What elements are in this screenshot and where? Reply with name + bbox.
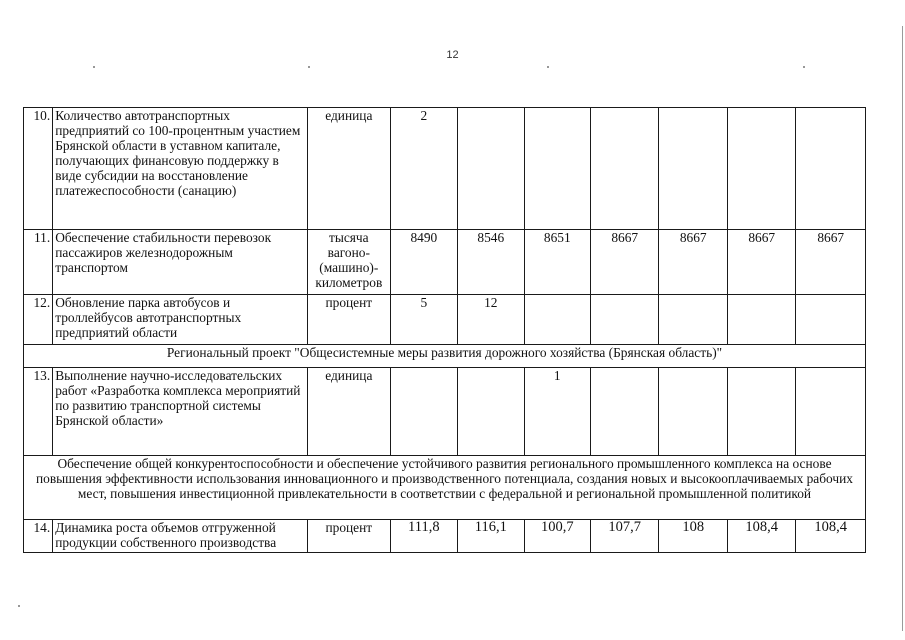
table-row xyxy=(24,108,866,230)
value-cell: 116,1 xyxy=(458,520,524,553)
scan-speck xyxy=(93,66,95,68)
section-header-row xyxy=(24,345,866,368)
scan-speck xyxy=(547,66,549,68)
unit-of-measure: процент xyxy=(308,295,391,345)
indicator-name: Обеспечение стабильности перевозок пассажиров железнодорожным транспортом xyxy=(53,230,308,295)
value-cell: 107,7 xyxy=(591,520,659,553)
value-cell xyxy=(591,295,659,345)
section-title: Региональный проект "Общесистемные меры развития дорожного хозяйства (Брянская область)" xyxy=(24,345,866,368)
value-cell xyxy=(591,368,659,456)
row-number: 14. xyxy=(24,520,53,553)
section-header-row xyxy=(24,456,866,520)
value-cell: 108,4 xyxy=(727,520,795,553)
row-number: 11. xyxy=(24,230,53,295)
value-cell: 8546 xyxy=(458,230,524,295)
scan-edge-line xyxy=(902,26,903,631)
value-cell xyxy=(727,108,795,230)
value-cell xyxy=(458,368,524,456)
value-cell: 8667 xyxy=(796,230,866,295)
value-cell: 8651 xyxy=(524,230,590,295)
value-cell: 8667 xyxy=(591,230,659,295)
indicator-name: Обновление парка автобусов и троллейбусов автотранспортных предприятий области xyxy=(53,295,308,345)
value-cell xyxy=(390,368,457,456)
row-number: 12. xyxy=(24,295,53,345)
row-number: 10. xyxy=(24,108,53,230)
unit-of-measure: тысяча вагоно-(машино)-километров xyxy=(308,230,391,295)
value-cell: 8667 xyxy=(659,230,727,295)
page-number: 12 xyxy=(446,49,459,61)
value-cell: 108,4 xyxy=(796,520,866,553)
indicator-name: Динамика роста объемов отгруженной продукции собственного производства xyxy=(53,520,308,553)
indicator-name: Выполнение научно-исследовательских работ «Разработка комплекса мероприятий по развитию транспортной системы Брянской области» xyxy=(53,368,308,456)
value-cell xyxy=(796,295,866,345)
table-row xyxy=(24,368,866,456)
scan-speck xyxy=(18,605,20,607)
value-cell xyxy=(458,108,524,230)
value-cell: 100,7 xyxy=(524,520,590,553)
value-cell: 8667 xyxy=(727,230,795,295)
value-cell xyxy=(796,108,866,230)
scan-speck xyxy=(803,66,805,68)
value-cell xyxy=(659,295,727,345)
value-cell: 111,8 xyxy=(390,520,457,553)
value-cell xyxy=(591,108,659,230)
value-cell xyxy=(727,295,795,345)
value-cell xyxy=(796,368,866,456)
section-title: Обеспечение общей конкурентоспособности и обеспечение устойчивого развития регионального промышленного комплекса на основе повышения эффективности использования инновационного и производственного потенциала, создания новых и высокооплачиваемых рабочих мест, повышения инвестиционной привлекательности в соответствии с федеральной и региональной промышленной политикой xyxy=(24,456,866,520)
value-cell xyxy=(727,368,795,456)
value-cell xyxy=(659,108,727,230)
value-cell: 8490 xyxy=(390,230,457,295)
table-row xyxy=(24,230,866,295)
value-cell: 2 xyxy=(390,108,457,230)
table-row xyxy=(24,520,866,553)
value-cell: 108 xyxy=(659,520,727,553)
unit-of-measure: процент xyxy=(308,520,391,553)
scan-speck xyxy=(308,66,310,68)
table-row xyxy=(24,295,866,345)
value-cell: 5 xyxy=(390,295,457,345)
value-cell xyxy=(524,108,590,230)
value-cell: 12 xyxy=(458,295,524,345)
indicators-table xyxy=(23,107,866,553)
unit-of-measure: единица xyxy=(308,108,391,230)
value-cell: 1 xyxy=(524,368,590,456)
row-number: 13. xyxy=(24,368,53,456)
unit-of-measure: единица xyxy=(308,368,391,456)
indicator-name: Количество автотранспортных предприятий со 100-процентным участием Брянской области в уставном капитале, получающих финансовую поддержку в виде субсидии на восстановление платежеспособности (санацию) xyxy=(53,108,308,230)
value-cell xyxy=(524,295,590,345)
value-cell xyxy=(659,368,727,456)
